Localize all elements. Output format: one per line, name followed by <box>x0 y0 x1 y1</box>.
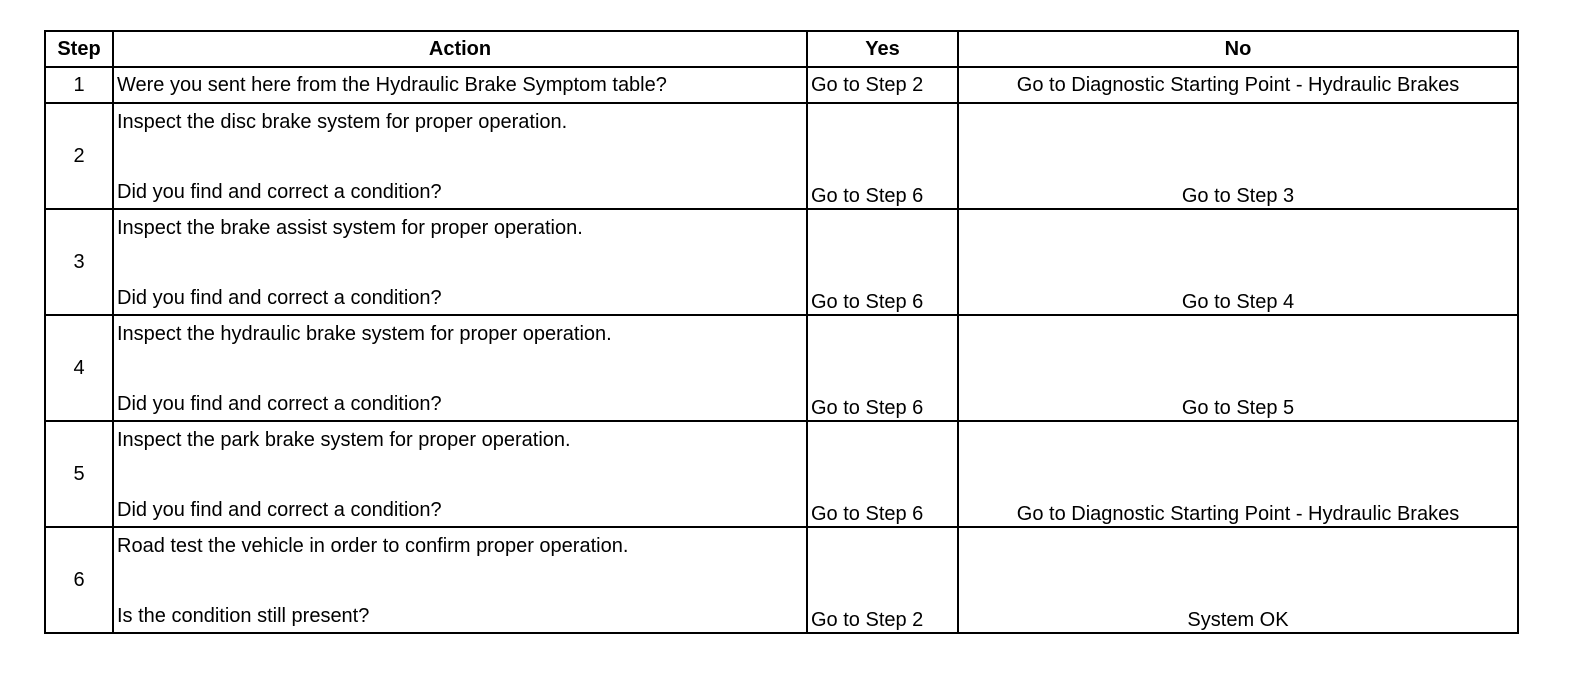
yes-result: Go to Step 6 <box>807 209 958 315</box>
header-yes: Yes <box>807 31 958 67</box>
yes-result: Go to Step 6 <box>807 315 958 421</box>
action-text: Inspect the brake assist system for proper operation. <box>117 217 583 239</box>
step-number: 5 <box>45 421 113 527</box>
no-result: Go to Step 4 <box>958 209 1518 315</box>
table-row-step-3 <box>45 209 1518 315</box>
action-cell <box>113 527 807 633</box>
action-cell <box>113 209 807 315</box>
action-question: Is the condition still present? <box>117 605 370 627</box>
action-text: Inspect the hydraulic brake system for proper operation. <box>117 323 612 345</box>
header-step: Step <box>45 31 113 67</box>
yes-result: Go to Step 2 <box>807 67 958 103</box>
action-question: Did you find and correct a condition? <box>117 287 442 309</box>
no-result: Go to Diagnostic Starting Point - Hydraulic Brakes <box>958 67 1518 103</box>
step-number: 6 <box>45 527 113 633</box>
no-result: System OK <box>958 527 1518 633</box>
step-number: 3 <box>45 209 113 315</box>
header-action: Action <box>113 31 807 67</box>
no-result: Go to Step 3 <box>958 103 1518 209</box>
step-number: 1 <box>45 67 113 103</box>
table-header-row <box>45 31 1518 67</box>
action-text: Inspect the disc brake system for proper operation. <box>117 111 568 133</box>
action-text: Road test the vehicle in order to confirm proper operation. <box>117 535 629 557</box>
action-text: Inspect the park brake system for proper operation. <box>117 429 571 451</box>
table-row-step-2 <box>45 103 1518 209</box>
header-no: No <box>958 31 1518 67</box>
no-result: Go to Diagnostic Starting Point - Hydraulic Brakes <box>958 421 1518 527</box>
step-number: 2 <box>45 103 113 209</box>
yes-result: Go to Step 6 <box>807 103 958 209</box>
action-question: Did you find and correct a condition? <box>117 181 442 203</box>
table-row-step-1 <box>45 67 1518 103</box>
yes-result: Go to Step 6 <box>807 421 958 527</box>
action-text: Were you sent here from the Hydraulic Brake Symptom table? <box>113 67 807 103</box>
yes-result: Go to Step 2 <box>807 527 958 633</box>
table-row-step-5 <box>45 421 1518 527</box>
action-cell <box>113 421 807 527</box>
action-cell <box>113 315 807 421</box>
action-question: Did you find and correct a condition? <box>117 393 442 415</box>
step-number: 4 <box>45 315 113 421</box>
action-cell <box>113 103 807 209</box>
action-question: Did you find and correct a condition? <box>117 499 442 521</box>
table-row-step-6 <box>45 527 1518 633</box>
no-result: Go to Step 5 <box>958 315 1518 421</box>
table-row-step-4 <box>45 315 1518 421</box>
diagnostic-table <box>44 30 1519 634</box>
